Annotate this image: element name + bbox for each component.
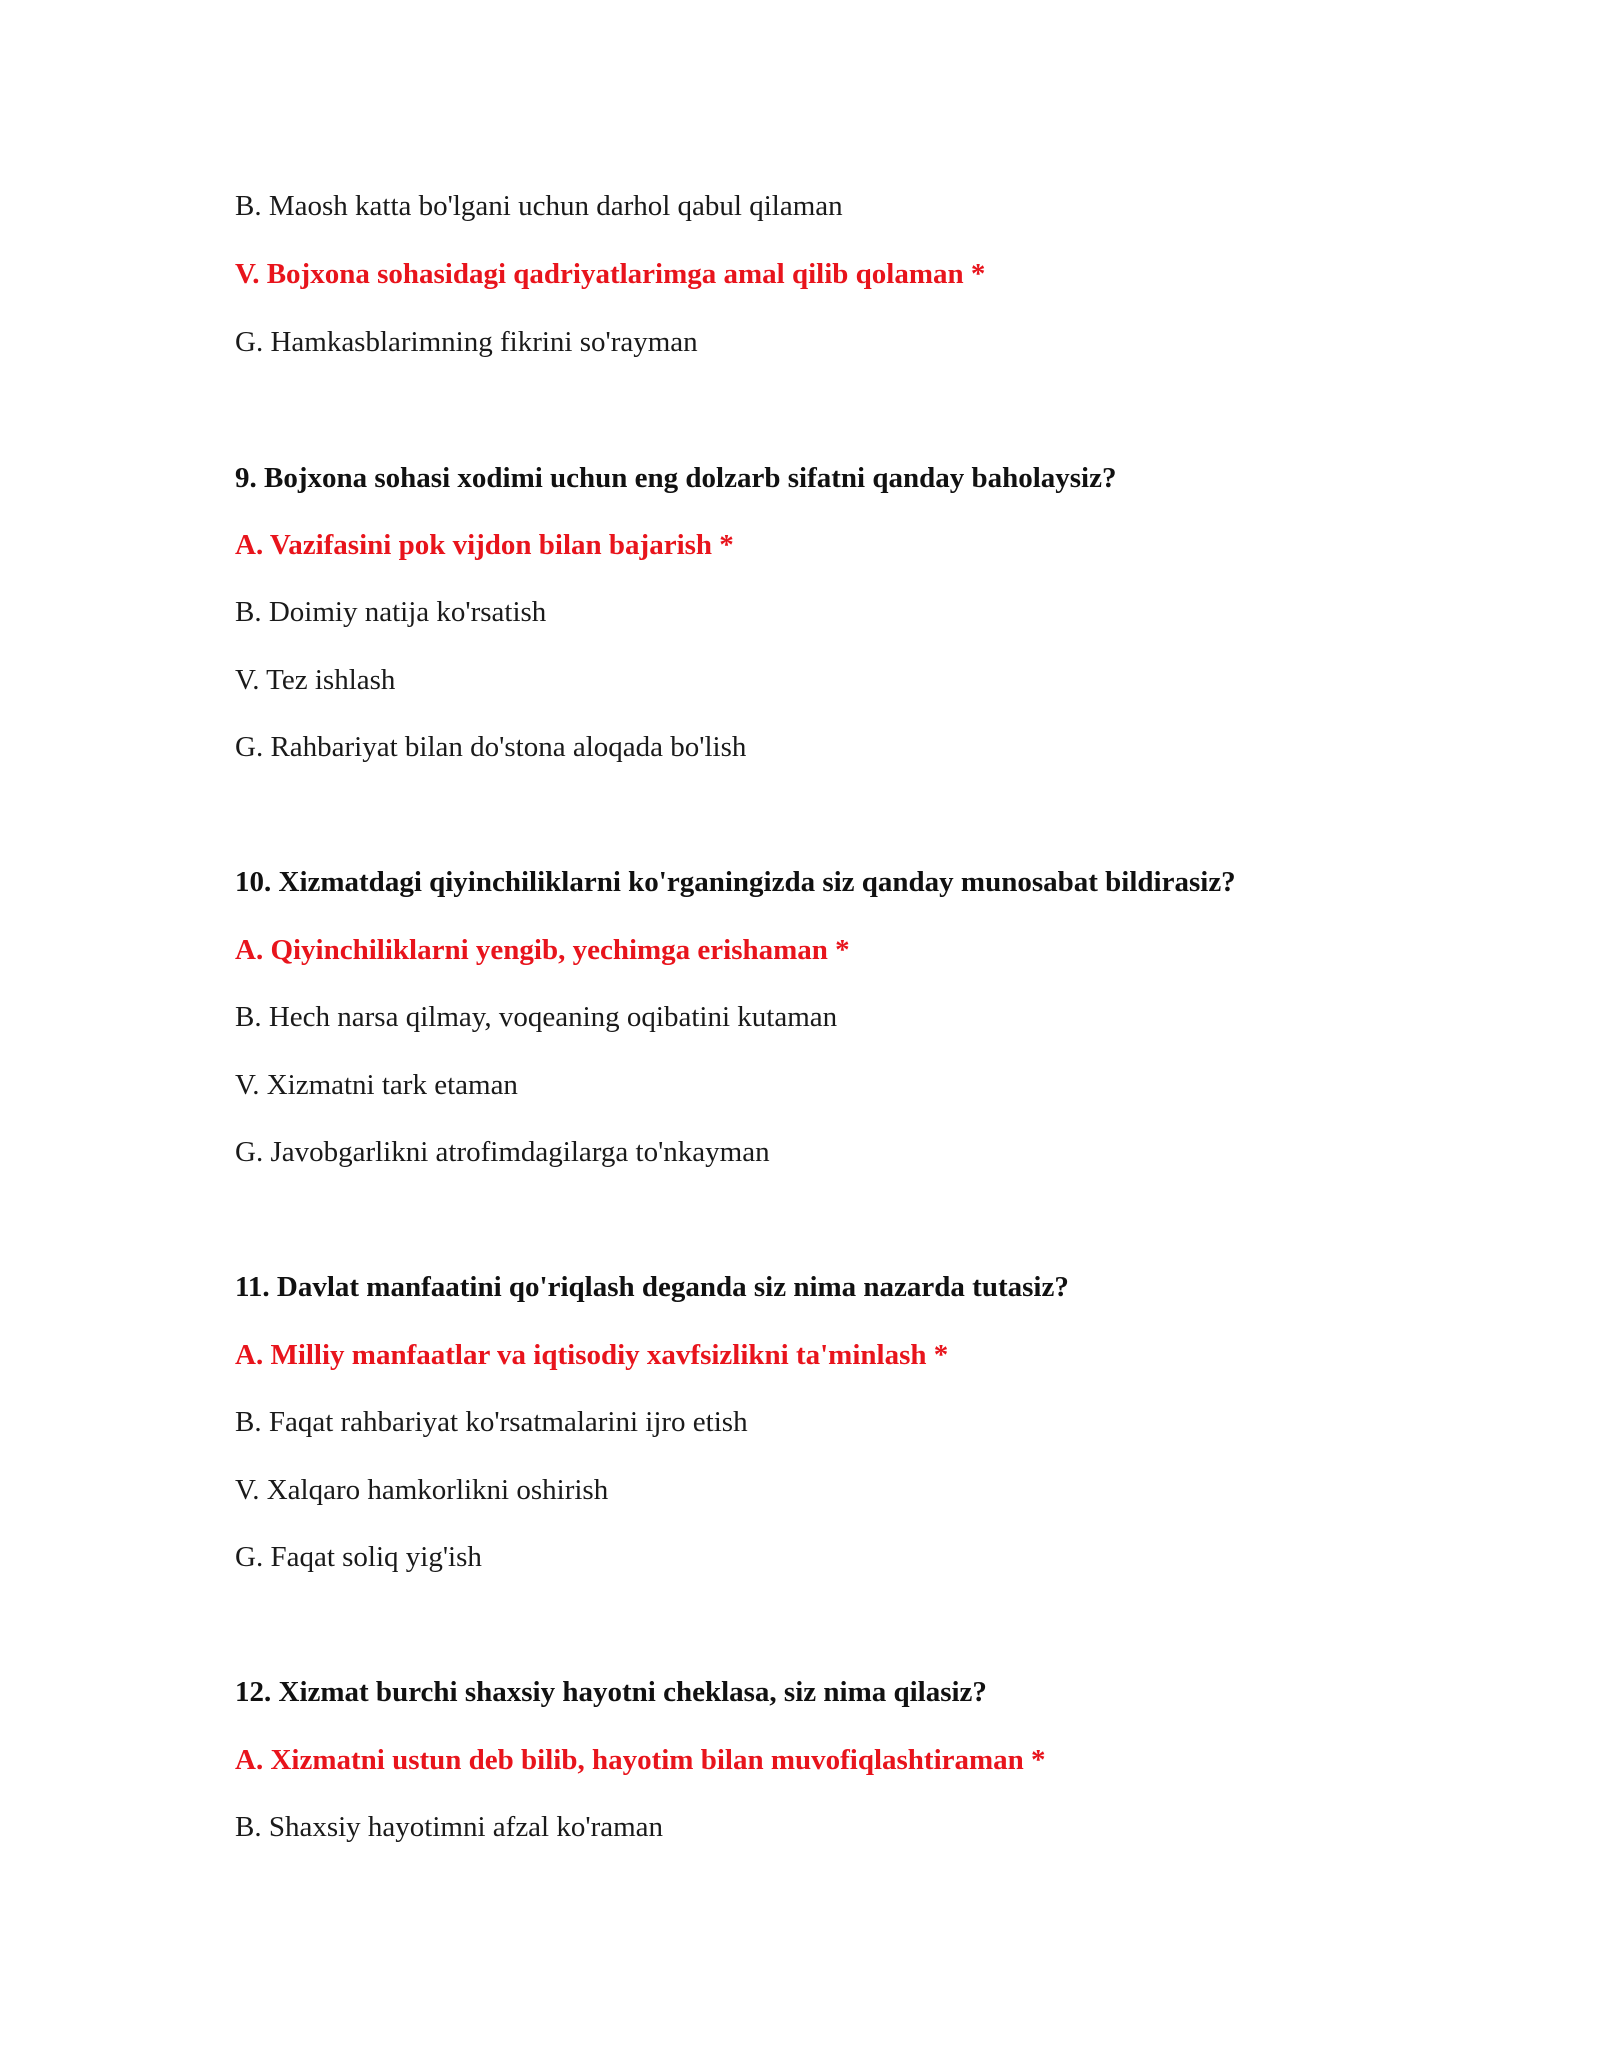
question-11-option-g: G. Faqat soliq yig'ish [235,1541,482,1573]
question-10-option-v: V. Xizmatni tark etaman [235,1069,518,1101]
question-8-option-g: G. Hamkasblarimning fikrini so'rayman [235,326,698,358]
question-10-title: 10. Xizmatdagi qiyinchiliklarni ko'rganingizda siz qanday munosabat bildirasiz? [235,866,1236,898]
question-9-option-a-correct: A. Vazifasini pok vijdon bilan bajarish * [235,529,734,561]
question-12-option-a-correct: A. Xizmatni ustun deb bilib, hayotim bilan muvofiqlashtiraman * [235,1744,1046,1776]
question-10-option-a-correct: A. Qiyinchiliklarni yengib, yechimga erishaman * [235,934,850,966]
question-10-option-g: G. Javobgarlikni atrofimdagilarga to'nkayman [235,1136,770,1168]
question-10-option-b: B. Hech narsa qilmay, voqeaning oqibatini kutaman [235,1001,838,1033]
question-8-option-v-correct: V. Bojxona sohasidagi qadriyatlarimga amal qilib qolaman * [235,258,986,290]
question-12-option-b: B. Shaxsiy hayotimni afzal ko'raman [235,1811,664,1843]
question-8-option-b: B. Maosh katta bo'lgani uchun darhol qabul qilaman [235,190,843,222]
question-9-option-g: G. Rahbariyat bilan do'stona aloqada bo'lish [235,731,747,763]
question-12-title: 12. Xizmat burchi shaxsiy hayotni cheklasa, siz nima qilasiz? [235,1676,987,1708]
question-9-option-v: V. Tez ishlash [235,664,396,696]
question-9-title: 9. Bojxona sohasi xodimi uchun eng dolzarb sifatni qanday baholaysiz? [235,462,1117,494]
question-11-option-b: B. Faqat rahbariyat ko'rsatmalarini ijro etish [235,1406,748,1438]
question-11-option-a-correct: A. Milliy manfaatlar va iqtisodiy xavfsizlikni ta'minlash * [235,1339,949,1371]
question-11-option-v: V. Xalqaro hamkorlikni oshirish [235,1474,609,1506]
question-9-option-b: B. Doimiy natija ko'rsatish [235,596,547,628]
question-11-title: 11. Davlat manfaatini qo'riqlash deganda siz nima nazarda tutasiz? [235,1271,1069,1303]
